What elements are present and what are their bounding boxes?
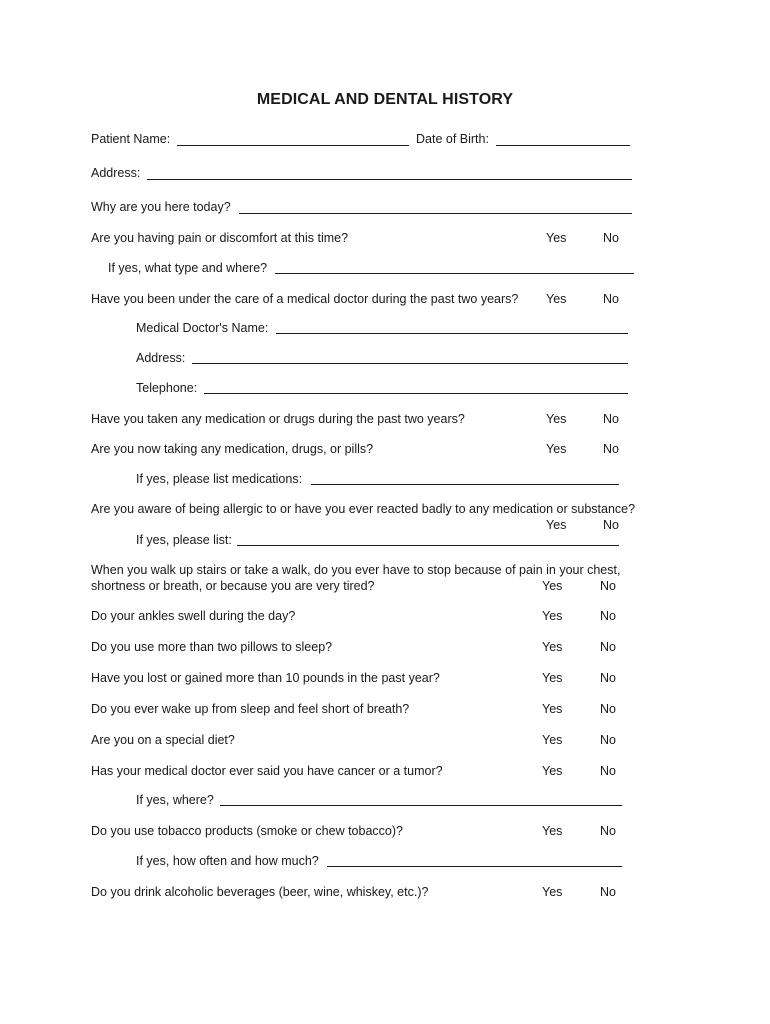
doctor-name-label: Medical Doctor's Name: (136, 321, 269, 335)
question-tobacco: Do you use tobacco products (smoke or chew tobacco)? (91, 824, 403, 838)
breath-no-option[interactable]: No (600, 702, 616, 716)
pain-followup-field[interactable] (275, 273, 634, 274)
question-diet: Are you on a special diet? (91, 733, 235, 747)
medication-past-yes-option[interactable]: Yes (546, 412, 567, 426)
question-stairs-line1: When you walk up stairs or take a walk, do you ever have to stop because of pain in your chest, (91, 563, 621, 577)
visit-reason-field[interactable] (239, 213, 632, 214)
cancer-yes-option[interactable]: Yes (542, 764, 563, 778)
medication-now-no-option[interactable]: No (603, 442, 619, 456)
medication-list-field[interactable] (311, 484, 619, 485)
allergic-no-option[interactable]: No (603, 518, 619, 532)
pillows-no-option[interactable]: No (600, 640, 616, 654)
doctor-care-no-option[interactable]: No (603, 292, 619, 306)
question-breath: Do you ever wake up from sleep and feel short of breath? (91, 702, 410, 716)
breath-yes-option[interactable]: Yes (542, 702, 563, 716)
diet-yes-option[interactable]: Yes (542, 733, 563, 747)
diet-no-option[interactable]: No (600, 733, 616, 747)
visit-reason-label: Why are you here today? (91, 200, 231, 214)
tobacco-often-label: If yes, how often and how much? (136, 854, 319, 868)
date-of-birth-field[interactable] (496, 145, 630, 146)
question-weight: Have you lost or gained more than 10 pounds in the past year? (91, 671, 440, 685)
tobacco-often-field[interactable] (327, 866, 622, 867)
medication-list-label: If yes, please list medications: (136, 472, 303, 486)
stairs-no-option[interactable]: No (600, 579, 616, 593)
document-title: MEDICAL AND DENTAL HISTORY (256, 91, 514, 108)
tobacco-yes-option[interactable]: Yes (542, 824, 563, 838)
question-stairs-line2: shortness or breath, or because you are very tired? (91, 579, 375, 593)
medication-past-no-option[interactable]: No (603, 412, 619, 426)
allergic-list-field[interactable] (237, 545, 619, 546)
pillows-yes-option[interactable]: Yes (542, 640, 563, 654)
pain-no-option[interactable]: No (603, 231, 619, 245)
patient-name-label: Patient Name: (91, 132, 171, 146)
stairs-yes-option[interactable]: Yes (542, 579, 563, 593)
ankles-yes-option[interactable]: Yes (542, 609, 563, 623)
allergic-list-label: If yes, please list: (136, 533, 232, 547)
doctor-address-label: Address: (136, 351, 186, 365)
question-ankles: Do your ankles swell during the day? (91, 609, 296, 623)
pain-yes-option[interactable]: Yes (546, 231, 567, 245)
question-cancer: Has your medical doctor ever said you have cancer or a tumor? (91, 764, 443, 778)
question-alcohol: Do you drink alcoholic beverages (beer, wine, whiskey, etc.)? (91, 885, 429, 899)
question-medication-past: Have you taken any medication or drugs during the past two years? (91, 412, 465, 426)
question-allergic: Are you aware of being allergic to or have you ever reacted badly to any medication or substance? (91, 502, 636, 516)
pain-followup-label: If yes, what type and where? (108, 261, 268, 275)
doctor-care-yes-option[interactable]: Yes (546, 292, 567, 306)
question-doctor-care: Have you been under the care of a medical doctor during the past two years? (91, 292, 519, 306)
cancer-where-field[interactable] (220, 805, 622, 806)
allergic-yes-option[interactable]: Yes (546, 518, 567, 532)
patient-name-field[interactable] (177, 145, 409, 146)
address-label: Address: (91, 166, 141, 180)
question-pain: Are you having pain or discomfort at this time? (91, 231, 349, 245)
cancer-no-option[interactable]: No (600, 764, 616, 778)
tobacco-no-option[interactable]: No (600, 824, 616, 838)
alcohol-no-option[interactable]: No (600, 885, 616, 899)
question-pillows: Do you use more than two pillows to sleep? (91, 640, 333, 654)
cancer-where-label: If yes, where? (136, 793, 214, 807)
doctor-telephone-field[interactable] (204, 393, 628, 394)
weight-yes-option[interactable]: Yes (542, 671, 563, 685)
doctor-name-field[interactable] (276, 333, 628, 334)
weight-no-option[interactable]: No (600, 671, 616, 685)
address-field[interactable] (147, 179, 632, 180)
ankles-no-option[interactable]: No (600, 609, 616, 623)
doctor-address-field[interactable] (192, 363, 628, 364)
date-of-birth-label: Date of Birth: (416, 132, 489, 146)
alcohol-yes-option[interactable]: Yes (542, 885, 563, 899)
question-medication-now: Are you now taking any medication, drugs, or pills? (91, 442, 374, 456)
medication-now-yes-option[interactable]: Yes (546, 442, 567, 456)
doctor-telephone-label: Telephone: (136, 381, 198, 395)
